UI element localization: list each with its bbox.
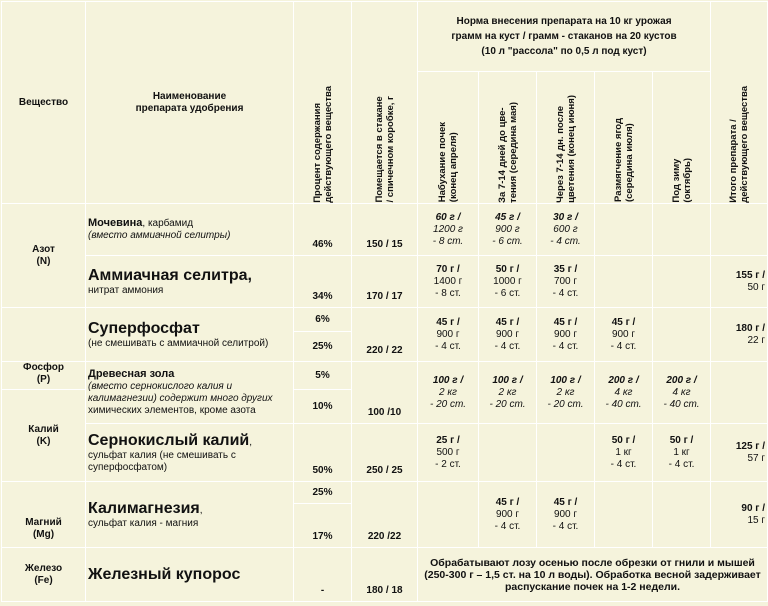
name-urea: Мочевина, карбамид (вместо аммиачной селитры) — [86, 204, 294, 256]
kalimag-percent-2: 17% — [294, 504, 352, 548]
substance-phosphorus: Фосфор (P) — [2, 362, 86, 390]
kalimag-dose-3: 45 г / 900 г - 4 ст. — [537, 482, 595, 548]
kalimag-dose-5 — [653, 482, 711, 548]
urea-dose-2: 45 г / 900 г - 6 ст. — [479, 204, 537, 256]
ash-total — [711, 362, 768, 424]
row-ash-a — [2, 362, 768, 390]
substance-nitrogen: Азот (N) — [2, 204, 86, 308]
header-period-3: Через 7-14 дн. после цветения (конец июня) — [537, 72, 595, 204]
ammonium-total: 155 г / 50 г — [711, 256, 768, 308]
urea-dose-3: 30 г / 600 г - 4 ст. — [537, 204, 595, 256]
urea-note: (вместо аммиачной селитры) — [88, 230, 231, 241]
name-ash — [86, 362, 294, 424]
name-potassium: Сернокислый калий, сульфат калия (не смешивать с суперфосфатом) — [86, 424, 294, 482]
ash-note-1: (вместо сернокислого калия и — [88, 381, 233, 392]
superphosphate-dose-5 — [653, 308, 711, 362]
ash-percent-1: 5% — [294, 362, 352, 390]
kalimag-glass: 220 /22 — [352, 482, 418, 548]
kalimag-note: сульфат калия - магния — [88, 517, 199, 529]
superphosphate-total: 180 г / 22 г — [711, 308, 768, 362]
ammonium-dose-1: 70 г / 1400 г - 8 ст. — [418, 256, 479, 308]
ammonium-note: нитрат аммония — [88, 284, 164, 296]
name-superphosphate — [86, 308, 294, 362]
ash-glass: 100 /10 — [352, 362, 418, 424]
header-period-1: Набухание почек (конец апреля) — [418, 72, 479, 204]
ammonium-dose-4 — [595, 256, 653, 308]
substance-phosphorus-spacer — [2, 308, 86, 362]
superphosphate-percent-1: 6% — [294, 308, 352, 332]
potassium-dose-3 — [537, 424, 595, 482]
superphosphate-name: Суперфосфат — [88, 319, 200, 337]
name-iron — [86, 548, 294, 602]
potassium-dose-1: 25 г / 500 г - 2 ст. — [418, 424, 479, 482]
ammonium-name: Аммиачная селитра, — [88, 266, 252, 284]
superphosphate-dose-1: 45 г / 900 г - 4 ст. — [418, 308, 479, 362]
urea-dose-4 — [595, 204, 653, 256]
header-row-1 — [2, 2, 768, 72]
potassium-dose-5: 50 г / 1 кг - 4 ст. — [653, 424, 711, 482]
fertilizer-table — [1, 1, 768, 602]
row-superphosphate-a — [2, 308, 768, 332]
urea-total — [711, 204, 768, 256]
ammonium-dose-5 — [653, 256, 711, 308]
header-name: Наименование препарата удобрения — [86, 2, 294, 204]
potassium-percent: 50% — [294, 424, 352, 482]
ammonium-percent: 34% — [294, 256, 352, 308]
header-percent: Процент содержания действующего вещества — [294, 2, 352, 204]
kalimag-percent-1: 25% — [294, 482, 352, 504]
potassium-dose-4: 50 г / 1 кг - 4 ст. — [595, 424, 653, 482]
superphosphate-glass: 220 / 22 — [352, 308, 418, 362]
iron-glass: 180 / 18 — [352, 548, 418, 602]
urea-dose-1: 60 г / 1200 г - 8 ст. — [418, 204, 479, 256]
iron-name: Железный купорос — [88, 565, 241, 583]
superphosphate-note: (не смешивать с аммиачной селитрой) — [88, 337, 269, 349]
row-kalimag-a — [2, 482, 768, 504]
substance-potassium: Калий (K) — [2, 390, 86, 482]
ash-note-2a: калимагнезии) содержит много других — [88, 393, 273, 404]
kalimag-total: 90 г / 15 г — [711, 482, 768, 548]
ammonium-dose-3: 35 г / 700 г - 4 ст. — [537, 256, 595, 308]
ash-note-3: химических элементов, кроме азота — [88, 405, 256, 416]
row-ammonium — [2, 256, 768, 308]
ash-name: Древесная зола — [88, 368, 175, 380]
superphosphate-dose-4: 45 г / 900 г - 4 ст. — [595, 308, 653, 362]
ash-dose-1: 100 г / 2 кг - 20 ст. — [418, 362, 479, 424]
substance-iron: Железо (Fe) — [2, 548, 86, 602]
superphosphate-percent-2: 25% — [294, 332, 352, 362]
urea-glass: 150 / 15 — [352, 204, 418, 256]
row-potassium — [2, 424, 768, 482]
substance-magnesium: Магний (Mg) — [2, 482, 86, 548]
row-urea — [2, 204, 768, 256]
potassium-glass: 250 / 25 — [352, 424, 418, 482]
header-glass: Помещается в стакане / спичечном коробке, г — [352, 2, 418, 204]
ash-dose-4: 200 г / 4 кг - 40 ст. — [595, 362, 653, 424]
superphosphate-dose-2: 45 г / 900 г - 4 ст. — [479, 308, 537, 362]
header-norm: Норма внесения препарата на 10 кг урожая грамм на куст / грамм - стаканов на 20 кустов (10 л "рассола" по 0,5 л под куст) — [418, 2, 711, 72]
header-substance: Вещество — [2, 2, 86, 204]
iron-note: Обрабатывают лозу осенью после обрезки от гнили и мышей (250-300 г – 1,5 ст. на 10 л воды). Обработка весной задерживает распускание почек на 1-2 недели. — [418, 548, 768, 602]
name-kalimag: Калимагнезия, сульфат калия - магния — [86, 482, 294, 548]
name-ammonium — [86, 256, 294, 308]
superphosphate-dose-3: 45 г / 900 г - 4 ст. — [537, 308, 595, 362]
header-period-4: Размягчение ягод (середина июля) — [595, 72, 653, 204]
potassium-note-2: суперфосфатом) — [88, 461, 168, 473]
header-total: Итого препарата / действующего вещества — [711, 2, 768, 204]
ammonium-glass: 170 / 17 — [352, 256, 418, 308]
potassium-dose-2 — [479, 424, 537, 482]
ash-percent-2: 10% — [294, 390, 352, 424]
row-iron — [2, 548, 768, 602]
iron-percent: - — [294, 548, 352, 602]
kalimag-dose-1 — [418, 482, 479, 548]
potassium-note-1: сульфат калия (не смешивать с — [88, 449, 236, 461]
kalimag-dose-4 — [595, 482, 653, 548]
kalimag-dose-2: 45 г / 900 г - 4 ст. — [479, 482, 537, 548]
kalimag-name: Калимагнезия — [88, 499, 200, 517]
potassium-name: Сернокислый калий — [88, 431, 250, 449]
urea-name: Мочевина — [88, 217, 143, 229]
ash-dose-3: 100 г / 2 кг - 20 ст. — [537, 362, 595, 424]
urea-dose-5 — [653, 204, 711, 256]
urea-percent: 46% — [294, 204, 352, 256]
header-period-2: За 7-14 дней до цве- тения (середина мая) — [479, 72, 537, 204]
potassium-total: 125 г / 57 г — [711, 424, 768, 482]
header-period-5: Под зиму (октябрь) — [653, 72, 711, 204]
ammonium-dose-2: 50 г / 1000 г - 6 ст. — [479, 256, 537, 308]
ash-dose-5: 200 г / 4 кг - 40 ст. — [653, 362, 711, 424]
ash-dose-2: 100 г / 2 кг - 20 ст. — [479, 362, 537, 424]
